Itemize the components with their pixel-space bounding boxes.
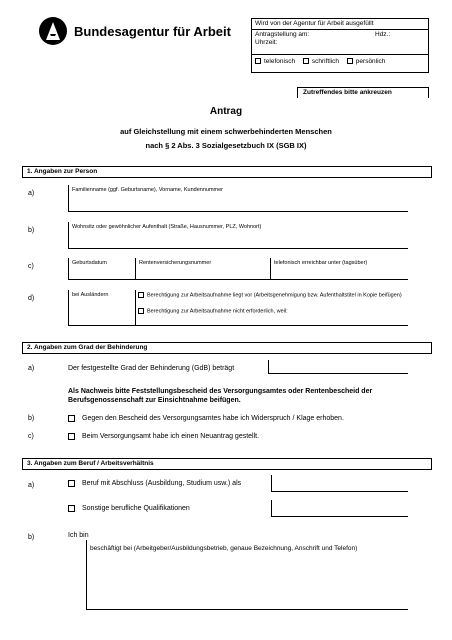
checkbox-profession[interactable] xyxy=(68,480,75,487)
permit-option-1-text: Berechtigung zur Arbeitsaufnahme liegt vor (Arbeitsgenehmigung bzw. Aufenthaltstitel in Kopie beifügen) xyxy=(147,292,402,299)
section-1-title: 1. Angaben zur Person xyxy=(27,168,98,175)
proof-note-2: Berufsgenossenschaft zur Einsichtnahme beifügen. xyxy=(68,397,241,404)
row-1a-label: a) xyxy=(28,190,35,197)
row-2a-label: a) xyxy=(28,365,35,372)
employer-field-label: beschäftigt bei (Arbeitgeber/Ausbildungsbetrieb, genaue Bezeichnung, Anschrift und Telefon) xyxy=(90,545,358,552)
checkbox-permit-not-required[interactable] xyxy=(138,308,144,314)
phone-label: telefonisch erreichbar unter (tagsüber) xyxy=(274,260,368,266)
permit-option-1 xyxy=(138,292,406,299)
birthdate-label: Geburtsdatum xyxy=(72,260,107,266)
section-2-title: 2. Angaben zum Grad der Behinderung xyxy=(27,344,148,351)
checkbox-new-application[interactable] xyxy=(68,433,75,440)
checkbox-objection[interactable] xyxy=(68,415,75,422)
gdb-text: Der festgestellte Grad der Behinderung (GdB) beträgt xyxy=(68,365,235,372)
name-field[interactable] xyxy=(68,185,408,212)
address-field-label: Wohnsitz oder gewöhnlicher Aufenthalt (Straße, Hausnummer, PLZ, Wohnort) xyxy=(72,224,262,230)
logo-text: Bundesagentur für Arbeit xyxy=(74,24,231,39)
checkbox-permit-present[interactable] xyxy=(138,292,144,298)
section-3-header xyxy=(22,458,432,470)
checkbox-telefonisch[interactable] xyxy=(255,58,261,64)
checkbox-persoenlich[interactable] xyxy=(347,58,353,64)
profession-field[interactable] xyxy=(271,475,408,492)
option-persoenlich: persönlich xyxy=(355,58,386,65)
section-2-header xyxy=(22,342,432,354)
row-1c-label: c) xyxy=(28,263,34,270)
tick-hint: Zutreffendes bitte ankreuzen xyxy=(303,89,392,96)
row-3a-label: a) xyxy=(28,482,35,489)
time-label: Uhrzeit: xyxy=(255,39,278,46)
phone-field[interactable] xyxy=(270,258,408,280)
contact-options xyxy=(255,58,385,66)
office-box xyxy=(251,18,429,73)
qualification-text: Sonstige berufliche Qualifikationen xyxy=(82,505,190,512)
page-title: Antrag xyxy=(209,106,243,117)
proof-note-1: Als Nachweis bitte Feststellungsbescheid des Versorgungsamtes oder Rentenbescheid der xyxy=(68,388,373,395)
permit-option-2-text: Berechtigung zur Arbeitsaufnahme nicht erforderlich, weil: xyxy=(147,308,288,315)
row-2c-label: c) xyxy=(28,433,34,440)
new-application-text: Beim Versorgungsamt habe ich einen Neuantrag gestellt. xyxy=(82,433,260,440)
objection-text: Gegen den Bescheid des Versorgungsamtes habe ich Widerspruch / Klage erhoben. xyxy=(82,415,344,422)
section-1-header xyxy=(22,166,432,178)
birthdate-field[interactable] xyxy=(68,258,135,280)
hdz-label: Hdz.: xyxy=(375,31,391,38)
qualification-field[interactable] xyxy=(271,500,408,517)
objection-option xyxy=(68,414,344,423)
row-3b-label: b) xyxy=(28,534,35,541)
new-application-option xyxy=(68,432,259,441)
foreigner-label: bei Ausländern xyxy=(72,292,109,298)
name-field-label: Familienname (ggf. Geburtsname), Vorname, Kundennummer xyxy=(72,187,224,193)
qualification-option xyxy=(68,504,190,513)
section-3-title: 3. Angaben zum Beruf / Arbeitsverhältnis xyxy=(27,460,154,467)
profession-option xyxy=(68,479,241,488)
option-telefonisch: telefonisch xyxy=(264,58,296,65)
i-am-text: Ich bin xyxy=(68,532,89,539)
subtitle-2: nach § 2 Abs. 3 Sozialgesetzbuch IX (SGB IX) xyxy=(145,141,307,150)
tick-hint-box xyxy=(297,87,429,98)
logo xyxy=(38,16,238,46)
option-schriftlich: schriftlich xyxy=(311,58,339,65)
office-box-title: Wird von der Agentur für Arbeit ausgefüllt xyxy=(255,20,374,27)
pension-number-label: Rentenversicherungsnummer xyxy=(139,260,212,266)
permit-box xyxy=(135,290,408,326)
row-2b-label: b) xyxy=(28,415,35,422)
gdb-field[interactable] xyxy=(268,360,408,374)
profession-text: Beruf mit Abschluss (Ausbildung, Studium usw.) als xyxy=(82,480,242,487)
checkbox-qualification[interactable] xyxy=(68,505,75,512)
row-1d-label: d) xyxy=(28,295,35,302)
foreigner-box xyxy=(68,290,135,326)
pension-number-field[interactable] xyxy=(135,258,270,280)
permit-option-2 xyxy=(138,308,406,315)
row-1b-label: b) xyxy=(28,227,35,234)
subtitle-1: auf Gleichstellung mit einem schwerbehinderten Menschen xyxy=(120,127,332,136)
employer-field[interactable] xyxy=(86,540,408,610)
address-field[interactable] xyxy=(68,222,408,249)
received-label: Antragstellung am: xyxy=(255,31,310,38)
ba-logo-icon xyxy=(38,16,72,46)
checkbox-schriftlich[interactable] xyxy=(303,58,309,64)
